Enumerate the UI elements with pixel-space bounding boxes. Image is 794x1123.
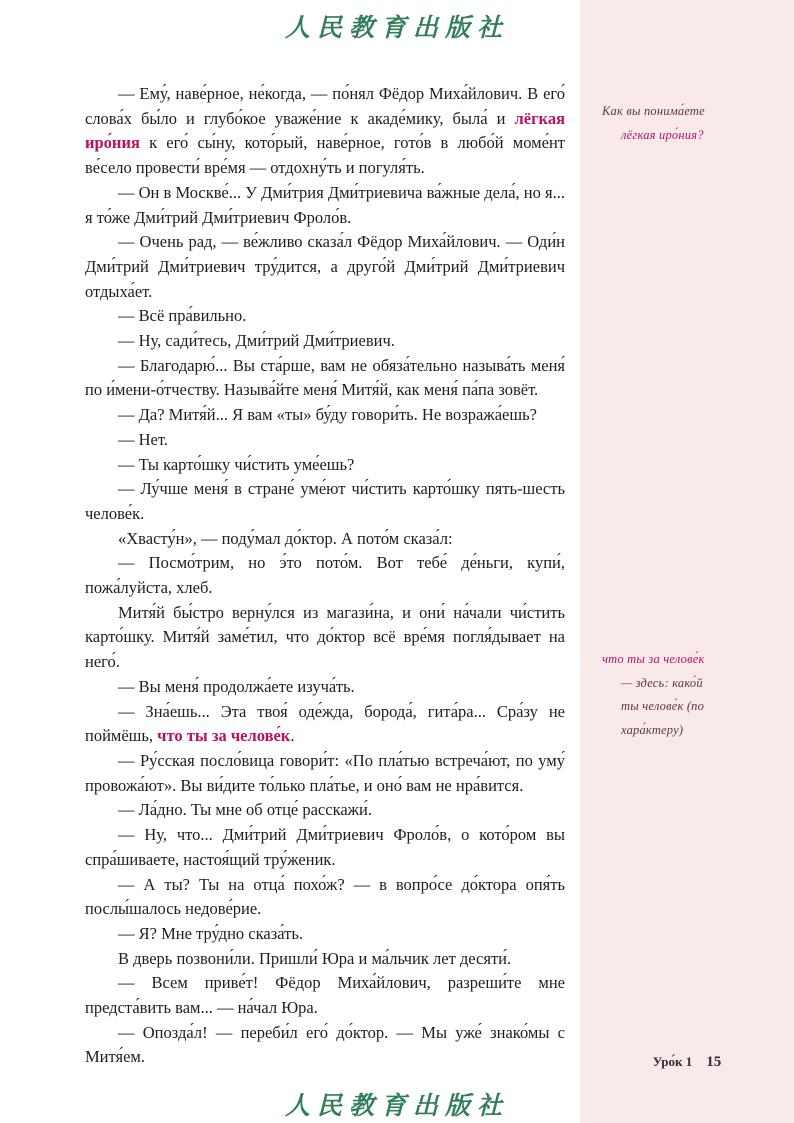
highlight-phrase: лёгкая иро́ния <box>85 108 565 153</box>
text-run: — Вы меня́ продолжа́ете изуча́ть. <box>118 676 355 696</box>
text-run: — Очень рад, — ве́жливо сказа́л Фёдор Миха́йлович. — Оди́н Дми́трий Дми́триевич тру́дится, а друго́й Дми́трий Дми́триевич отдыха́ет. <box>85 232 565 301</box>
note-line: Как вы понима́ете <box>602 104 705 118</box>
story-paragraph <box>85 181 565 230</box>
text-run: «Хвасту́н», — поду́мал до́ктор. А пото́м сказа́л: <box>118 528 453 548</box>
margin-note-irony <box>602 100 784 147</box>
text-run: к его́ сы́ну, кото́рый, наве́рное, гото́в в любо́й моме́нт ве́село провести́ вре́мя — отдохну́ть и погуля́ть. <box>85 133 565 178</box>
note-line: лёгкая иро́ния? <box>621 127 704 142</box>
margin-note-character <box>602 648 784 742</box>
text-run: — Нет. <box>118 429 168 449</box>
note-line: — здесь: како́й <box>621 675 703 690</box>
text-run: — А ты? Ты на отца́ похо́ж? — в вопро́се до́ктора опя́ть послы́шалось недове́рие. <box>85 874 565 919</box>
text-run: — Ты карто́шку чи́стить уме́ешь? <box>118 454 355 474</box>
text-run: — Я? Мне тру́дно сказа́ть. <box>118 923 303 943</box>
story-paragraph <box>85 82 565 181</box>
story-paragraph <box>85 354 565 403</box>
text-run: — Ну, что... Дми́трий Дми́триевич Фроло́в, о кото́ром вы спра́шиваете, настоя́щий тру́женик. <box>85 825 565 869</box>
text-run: — Всем приве́т! Фёдор Миха́йлович, разреши́те мне предста́вить вам... — на́чал Юра. <box>85 973 565 1018</box>
story-paragraph <box>85 601 565 675</box>
text-run: — Ру́сская посло́вица говори́т: «По пла́тью встреча́ют, по уму́ провожа́ют». Вы ви́дите то́лько пла́тье, и оно́ вам не нра́вится. <box>85 750 565 795</box>
lesson-label: Уро́к 1 <box>652 1054 693 1069</box>
story-paragraph <box>85 329 565 354</box>
text-run: — Он в Москве́... У Дми́трия Дми́триевича ва́жные дела́, но я... я то́же Дми́трий Дми́триевич Фроло́в. <box>85 182 565 227</box>
note-line: хара́ктеру) <box>621 722 684 737</box>
story-paragraph <box>85 304 565 329</box>
text-run: — Зна́ешь... Эта твоя́ оде́жда, борода́, гита́ра... Сра́зу не поймёшь, <box>85 701 565 746</box>
story-paragraph <box>85 428 565 453</box>
story-paragraph <box>85 551 565 600</box>
text-run: — Лу́чше меня́ в стране́ уме́ют чи́стить карто́шку пять-шесть челове́к. <box>85 479 565 523</box>
story-text <box>85 82 565 1070</box>
text-run: — Посмо́трим, но э́то пото́м. Вот тебе́ де́ньги, купи́, пожа́луйста, хлеб. <box>85 553 565 598</box>
story-paragraph <box>85 823 565 872</box>
story-paragraph <box>85 1021 565 1070</box>
story-paragraph <box>85 922 565 947</box>
text-run: — Ла́дно. Ты мне об отце́ расскажи́. <box>118 800 373 820</box>
story-paragraph <box>85 477 565 526</box>
story-paragraph <box>85 675 565 700</box>
text-run: — Да? Митя́й... Я вам «ты» бу́ду говори́ть. Не возража́ешь? <box>118 405 537 425</box>
story-paragraph <box>85 403 565 428</box>
story-paragraph <box>85 749 565 798</box>
text-run: — Ему́, наве́рное, не́когда, — по́нял Фёдор Миха́йлович. В его́ слова́х бы́ло и глубо́кое уваже́ние к акаде́мику, была́ и <box>85 84 565 128</box>
story-paragraph <box>85 971 565 1020</box>
story-paragraph <box>85 947 565 972</box>
story-paragraph <box>85 873 565 922</box>
publisher-logo-bottom: 人民教育出版社 <box>284 1091 509 1120</box>
story-paragraph <box>85 230 565 304</box>
text-run: — Всё пра́вильно. <box>118 306 247 326</box>
story-paragraph <box>85 453 565 478</box>
page-number: 15 <box>706 1054 722 1070</box>
text-run: — Благодарю́... Вы ста́рше, вам не обяза́тельно называ́ть меня́ по и́мени-о́тчеству. Называ́йте меня́ Митя́й, как меня́ па́па зовёт. <box>85 355 565 400</box>
page-footer <box>580 1053 794 1071</box>
text-run: — Ну, сади́тесь, Дми́трий Дми́триевич. <box>118 331 395 351</box>
story-paragraph <box>85 527 565 552</box>
story-paragraph <box>85 700 565 749</box>
highlight-phrase: что ты за челове́к <box>157 726 291 746</box>
note-line: ты челове́к (по <box>621 699 705 713</box>
margin-panel <box>580 0 794 1123</box>
text-run: Митя́й бы́стро верну́лся из магази́на, и они́ на́чали чи́стить карто́шку. Митя́й заме́тил, что до́ктор всё вре́мя погля́дывает на него́. <box>85 602 565 672</box>
story-paragraph <box>85 798 565 823</box>
text-run: — Опозда́л! — переби́л его́ до́ктор. — Мы уже́ знако́мы с Митя́ем. <box>85 1022 565 1067</box>
note-line: что ты за челове́к <box>602 652 705 666</box>
publisher-logo-top: 人民教育出版社 <box>284 13 509 42</box>
text-run: В дверь позвони́ли. Пришли́ Юра и ма́льчик лет десяти́. <box>118 948 512 968</box>
text-run: . <box>290 726 295 746</box>
